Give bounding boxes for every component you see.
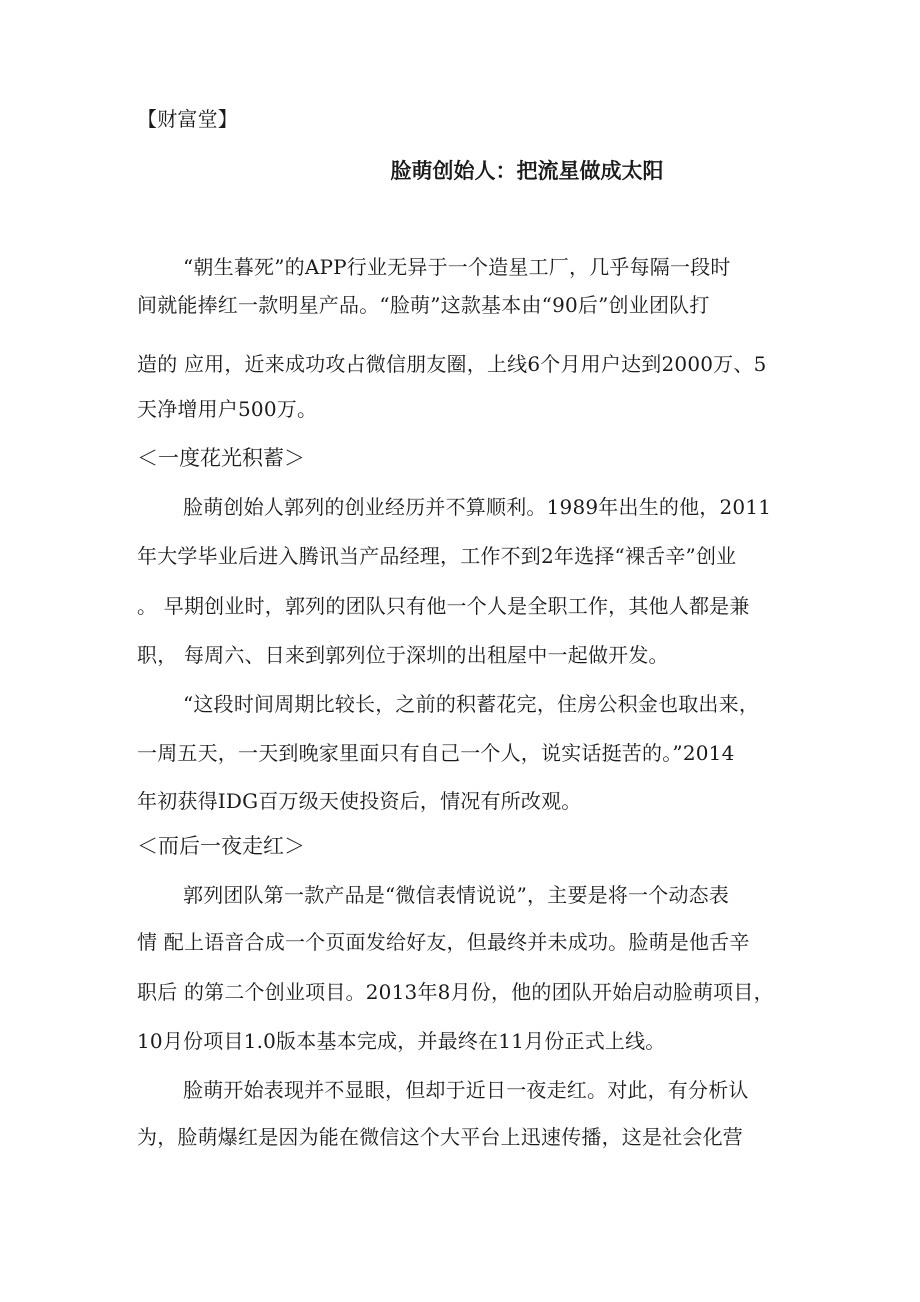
- section2-para1-line: 职后 的第二个创业项目。2013年8月份，他的团队开始启动脸萌项目，: [137, 980, 774, 1004]
- section1-para1-line: 年大学毕业后进入腾讯当产品经理，工作不到2年选择“裸舌辛”创业: [137, 544, 737, 568]
- intro-line: 造的 应用，近来成功攻占微信朋友圈，上线6个月用户达到2000万、5: [137, 352, 767, 376]
- section2-para2-line: 为，脸萌爆红是因为能在微信这个大平台上迅速传播，这是社会化营: [137, 1125, 743, 1149]
- intro-line: 天净增用户500万。: [137, 397, 318, 421]
- source-tag: 【财富堂】: [137, 107, 238, 131]
- section1-para1-line: 职， 每周六、日来到郭列位于深圳的出租屋中一起做开发。: [137, 643, 669, 667]
- section1-para1-line: 脸萌创始人郭列的创业经历并不算顺利。1989年出生的他，2011: [183, 495, 772, 519]
- section-heading-2: ＜而后一夜走红＞: [137, 834, 305, 858]
- section2-para1-line: 情 配上语音合成一个页面发给好友，但最终并未成功。脸萌是他舌辛: [137, 930, 750, 954]
- section2-para1-line: 10月份项目1.0版本基本完成，并最终在11月份正式上线。: [137, 1029, 666, 1053]
- section-heading-1: ＜一度花光积蓄＞: [137, 446, 305, 470]
- section2-para1-line: 郭列团队第一款产品是“微信表情说说”，主要是将一个动态表: [183, 883, 730, 907]
- section1-para1-line: 。 早期创业时，郭列的团队只有他一个人是全职工作，其他人都是兼: [137, 594, 750, 618]
- article-title: 脸萌创始人：把流星做成太阳: [390, 159, 664, 183]
- section1-para2-line: 一周五天，一天到晚家里面只有自己一个人，说实话挺苦的。”2014: [137, 741, 735, 765]
- section1-para2-line: 年初获得IDG百万级天使投资后，情况有所改观。: [137, 789, 582, 813]
- section1-para2-line: “这段时间周期比较长，之前的积蓄花完，住房公积金也取出来，: [183, 692, 760, 716]
- intro-line: 间就能捧红一款明星产品。“脸萌”这款基本由“90后”创业团队打: [137, 293, 710, 317]
- section2-para2-line: 脸萌开始表现并不显眼，但却于近日一夜走红。对此，有分析认: [183, 1078, 749, 1102]
- intro-line: “朝生暮死”的APP行业无异于一个造星工厂，几乎每隔一段时: [183, 255, 731, 279]
